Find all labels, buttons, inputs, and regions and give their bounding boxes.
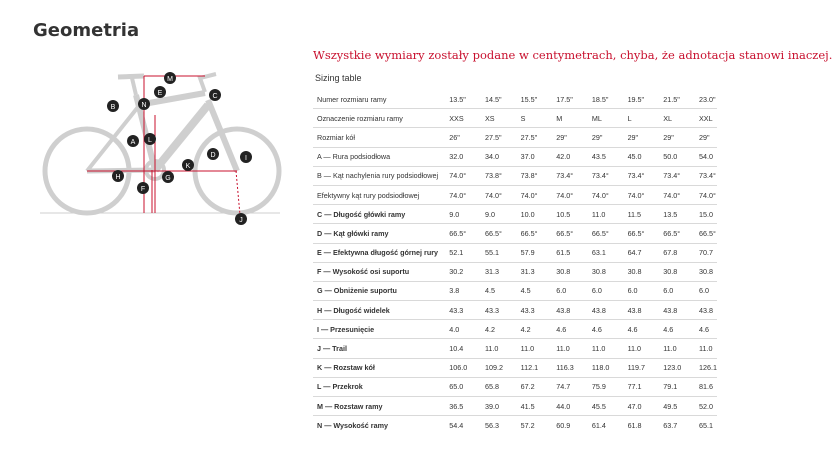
table-cell: 56.3 [482,416,518,435]
table-cell: 52.0 [696,397,717,416]
table-cell: 6.0 [625,281,661,300]
badge-l [144,133,156,145]
row-label: B — Kąt nachylenia rury podsiodłowej [313,166,446,185]
table-cell: 61.8 [625,416,661,435]
table-cell: 30.8 [625,262,661,281]
row-label: D — Kąt główki ramy [313,224,446,243]
table-cell: 9.0 [446,205,482,224]
table-cell: 43.8 [553,301,589,320]
table-row [313,397,717,416]
table-cell: 43.8 [589,301,625,320]
table-cell: 66.5° [625,224,661,243]
table-cell: 30.8 [660,262,696,281]
table-cell: 15.5" [520,94,538,104]
table-cell: 18.5" [591,94,609,104]
row-label: Oznaczenie rozmiaru ramy [313,109,446,128]
table-cell: 41.5 [518,397,554,416]
table-cell: 73.4° [625,166,661,185]
table-cell: 43.8 [696,301,717,320]
table-cell: 70.7 [696,243,717,262]
table-cell: 74.0° [446,185,482,204]
badge-f [137,182,149,194]
table-row [313,301,717,320]
svg-text:J: J [239,217,243,224]
table-row [313,205,717,224]
table-cell: 31.3 [518,262,554,281]
trail-line [236,171,240,215]
row-label: K — Rozstaw kół [313,358,446,377]
table-cell: 74.0° [625,185,661,204]
table-cell: 74.0° [446,166,482,185]
badge-m [164,72,176,84]
row-label: A — Rura podsiodłowa [313,147,446,166]
table-cell: 49.5 [660,397,696,416]
svg-text:I: I [245,155,247,162]
table-cell: 63.1 [589,243,625,262]
table-row [313,90,717,109]
table-cell: 60.9 [553,416,589,435]
table-cell: 43.8 [625,301,661,320]
table-row [313,358,717,377]
row-label: J — Trail [313,339,446,358]
badge-g [162,171,174,183]
bike-geometry-diagram [40,60,280,230]
table-cell: 74.0° [696,185,717,204]
row-label: H — Długość widelek [313,301,446,320]
table-cell: 43.3 [446,301,482,320]
table-cell: 43.8 [660,301,696,320]
table-cell: 126.1 [696,358,717,377]
table-cell: 4.6 [589,320,625,339]
table-cell: 54.0 [696,147,717,166]
table-cell: 29" [625,128,661,147]
table-cell: 66.5° [446,224,482,243]
measurement-notice: Wszystkie wymiary zostały podane w centymetrach, chyba, że adnotacja stanowi inaczej. [313,48,832,62]
table-cell: 61.5 [553,243,589,262]
table-cell: 74.7 [553,377,589,396]
svg-text:F: F [140,186,146,193]
table-row [313,281,717,300]
svg-text:L: L [148,137,152,144]
table-row [313,377,717,396]
table-cell: 29" [696,128,717,147]
table-row [313,243,717,262]
table-cell: 4.6 [625,320,661,339]
table-cell: 11.0 [589,339,625,358]
table-cell: 36.5 [446,397,482,416]
table-cell: 34.0 [482,147,518,166]
svg-text:A: A [130,139,136,146]
saddle [118,76,144,77]
badge-k [182,159,194,171]
table-cell: 81.6 [696,377,717,396]
table-cell: 9.0 [482,205,518,224]
table-cell: 13.5 [660,205,696,224]
table-cell: 30.8 [589,262,625,281]
table-cell: 44.0 [553,397,589,416]
page-title: Geometria [33,20,140,41]
table-cell: 11.5 [625,205,661,224]
table-cell: 67.2 [518,377,554,396]
table-cell: XXL [696,109,717,128]
badge-i [240,151,252,163]
table-cell: 15.0 [696,205,717,224]
table-cell: 55.1 [482,243,518,262]
table-cell: 11.0 [553,339,589,358]
table-cell: 10.5 [553,205,589,224]
table-cell: 14.5" [484,94,502,104]
badge-n [138,98,150,110]
table-cell: 13.5" [449,94,466,104]
table-cell: 63.7 [660,416,696,435]
table-cell: 27.5" [518,128,554,147]
seatpost [132,78,136,95]
table-cell: 43.3 [518,301,554,320]
table-cell: 3.8 [446,281,482,300]
table-cell: 11.0 [625,339,661,358]
table-cell: 47.0 [625,397,661,416]
table-cell: 45.0 [625,147,661,166]
table-cell: 6.0 [660,281,696,300]
table-cell: 4.6 [696,320,717,339]
table-cell: 109.2 [482,358,518,377]
table-cell: 11.0 [482,339,518,358]
svg-text:C: C [212,93,218,100]
table-cell: 11.0 [660,339,696,358]
table-cell: 65.0 [446,377,482,396]
row-label: Efektywny kąt rury podsiodłowej [313,185,446,204]
table-cell: 66.5° [553,224,589,243]
row-label: G — Obniżenie suportu [313,281,446,300]
table-cell: 19.5" [627,94,645,104]
table-cell: 29" [553,128,589,147]
table-cell: 45.5 [589,397,625,416]
table-cell: 6.0 [553,281,589,300]
table-cell: 73.4° [553,166,589,185]
table-cell: 66.5° [589,224,625,243]
table-cell: 119.7 [625,358,661,377]
table-cell: 32.0 [446,147,482,166]
table-row [313,147,717,166]
svg-text:B: B [110,104,116,111]
table-cell: 4.2 [518,320,554,339]
table-cell: 65.8 [482,377,518,396]
table-cell: 11.0 [696,339,717,358]
table-cell: 43.3 [482,301,518,320]
table-cell: 23.0" [699,94,716,104]
table-cell: XXS [446,109,482,128]
table-cell: 31.3 [482,262,518,281]
svg-text:H: H [115,174,121,181]
table-cell: 66.5° [482,224,518,243]
table-cell: 64.7 [625,243,661,262]
table-cell: 10.4 [446,339,482,358]
table-cell: 73.8° [518,166,554,185]
table-cell: 123.0 [660,358,696,377]
svg-text:G: G [165,175,171,182]
table-cell: 118.0 [589,358,625,377]
table-cell: 79.1 [660,377,696,396]
row-label: N — Wysokość ramy [313,416,446,435]
table-row [313,339,717,358]
row-label: F — Wysokość osi suportu [313,262,446,281]
badge-b [107,100,119,112]
badge-j [235,213,247,225]
table-cell: 4.5 [482,281,518,300]
row-label: Rozmiar kół [313,128,446,147]
svg-text:N: N [141,102,147,109]
down-tube [155,105,208,170]
table-cell: 30.8 [553,262,589,281]
badge-c [209,89,221,101]
table-cell: 106.0 [446,358,482,377]
row-label: M — Rozstaw ramy [313,397,446,416]
table-cell: L [625,109,661,128]
table-cell: 29" [589,128,625,147]
table-cell: 4.2 [482,320,518,339]
badge-e [154,86,166,98]
table-cell: 42.0 [553,147,589,166]
table-cell: 74.0° [660,185,696,204]
table-cell: 65.1 [696,416,717,435]
badge-a [127,135,139,147]
table-cell: 26" [446,128,482,147]
table-row [313,262,717,281]
geometry-table [313,90,717,434]
table-cell: XL [660,109,696,128]
table-cell: 73.8° [482,166,518,185]
table-cell: 74.0° [589,185,625,204]
table-cell: 52.1 [446,243,482,262]
table-cell: 4.6 [553,320,589,339]
table-row [313,109,717,128]
table-row [313,320,717,339]
table-cell: 73.4° [696,166,717,185]
table-cell: 57.2 [518,416,554,435]
badge-h [112,170,124,182]
table-row [313,128,717,147]
row-label: L — Przekrok [313,377,446,396]
table-cell: 50.0 [660,147,696,166]
badge-d [207,148,219,160]
table-cell: M [553,109,589,128]
table-cell: 61.4 [589,416,625,435]
table-cell: 17.5" [556,94,573,104]
table-cell: 6.0 [696,281,717,300]
table-cell: 11.0 [518,339,554,358]
table-cell: 73.4° [589,166,625,185]
svg-text:K: K [185,163,191,170]
svg-text:D: D [210,152,216,159]
table-cell: 66.5° [696,224,717,243]
table-cell: 54.4 [446,416,482,435]
row-label: C — Długość główki ramy [313,205,446,224]
table-cell: 21.5" [663,94,680,104]
table-cell: S [518,109,554,128]
table-cell: 67.8 [660,243,696,262]
table-caption: Sizing table [315,73,362,83]
svg-text:M: M [167,76,173,83]
table-cell: 77.1 [625,377,661,396]
table-cell: 39.0 [482,397,518,416]
table-cell: 29" [660,128,696,147]
table-cell: 11.0 [589,205,625,224]
table-cell: 74.0° [518,185,554,204]
geometry-table-body [313,90,717,434]
table-cell: 75.9 [589,377,625,396]
table-cell: 4.6 [660,320,696,339]
table-cell: 66.5° [518,224,554,243]
table-cell: 74.0° [553,185,589,204]
row-label: Numer rozmiaru ramy [317,94,387,104]
table-cell: 30.2 [446,262,482,281]
table-cell: 6.0 [589,281,625,300]
table-cell: 66.5° [660,224,696,243]
table-cell: 27.5" [482,128,518,147]
row-label: E — Efektywna długość górnej rury [313,243,446,262]
table-row [313,166,717,185]
table-cell: 57.9 [518,243,554,262]
table-cell: 74.0° [482,185,518,204]
table-cell: 116.3 [553,358,589,377]
row-label: I — Przesunięcie [313,320,446,339]
table-row [313,224,717,243]
table-cell: 30.8 [696,262,717,281]
svg-text:E: E [157,90,163,97]
table-row [313,185,717,204]
table-row [313,416,717,435]
table-cell: 43.5 [589,147,625,166]
table-cell: 4.0 [446,320,482,339]
table-cell: 37.0 [518,147,554,166]
table-cell: 112.1 [518,358,554,377]
table-cell: 73.4° [660,166,696,185]
table-cell: ML [589,109,625,128]
table-cell: 4.5 [518,281,554,300]
table-cell: 10.0 [518,205,554,224]
table-cell: XS [482,109,518,128]
